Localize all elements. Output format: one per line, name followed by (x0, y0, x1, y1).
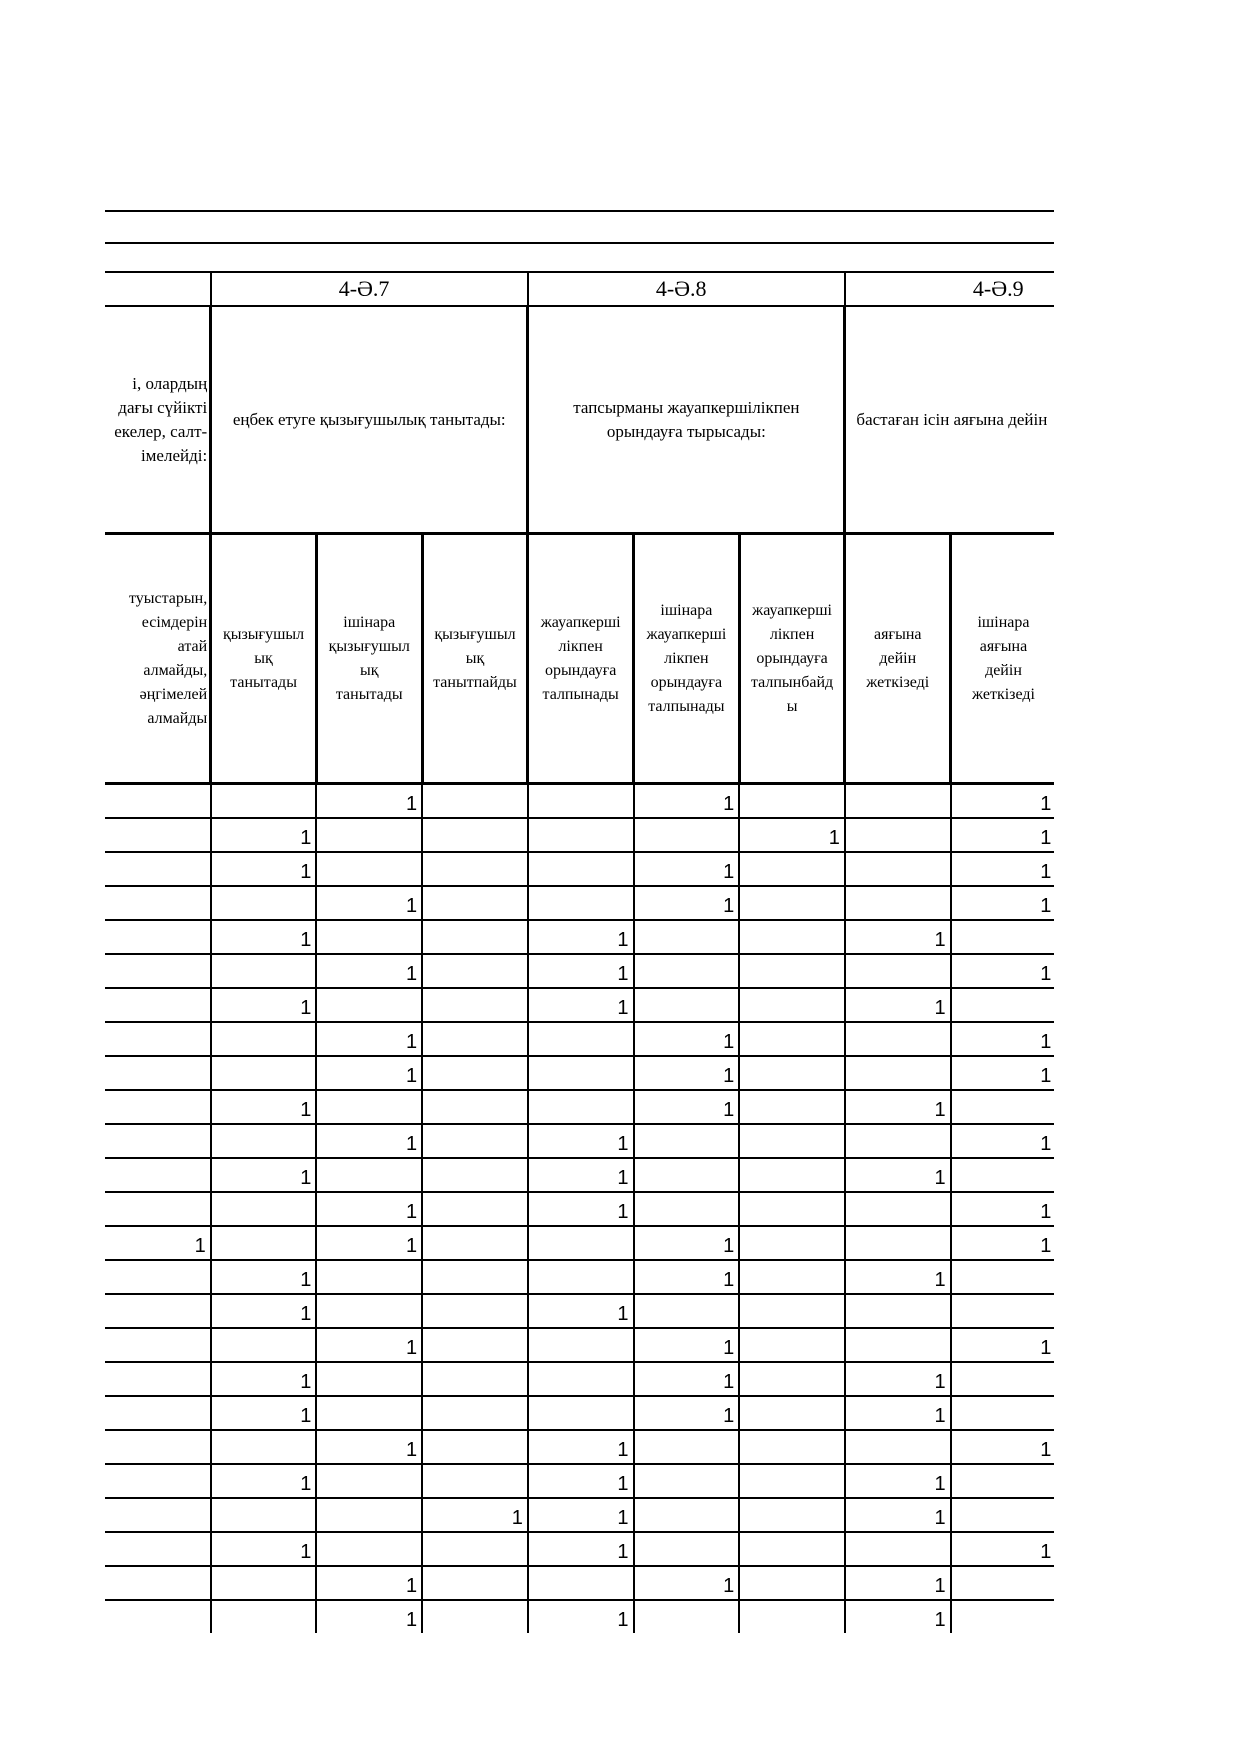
table-cell (105, 1022, 211, 1056)
table-cell (634, 988, 740, 1022)
table-cell (528, 1056, 634, 1090)
table-cell (528, 818, 634, 852)
table-cell (634, 1464, 740, 1498)
table-cell (105, 1056, 211, 1090)
table-cell: 1 (211, 818, 317, 852)
table-cell (634, 1294, 740, 1328)
table-cell (739, 1498, 845, 1532)
table-cell: 1 (845, 1090, 951, 1124)
sub-header-row (105, 534, 1054, 784)
table-cell (316, 852, 422, 886)
table-cell (211, 1498, 317, 1532)
table-row (105, 1158, 1054, 1192)
table-cell (634, 1498, 740, 1532)
table-cell: 1 (951, 1532, 1054, 1566)
table-cell (105, 1532, 211, 1566)
table-cell: 1 (634, 1328, 740, 1362)
table-cell: 1 (528, 1192, 634, 1226)
table-row (105, 1226, 1054, 1260)
table-cell (422, 1124, 528, 1158)
table-row (105, 1464, 1054, 1498)
table-cell (211, 1192, 317, 1226)
table-row (105, 1328, 1054, 1362)
table-cell (634, 1192, 740, 1226)
sub-header-label: қызығушыл ық танытады (222, 625, 305, 691)
table-cell (528, 1396, 634, 1430)
table-cell (422, 1328, 528, 1362)
table-cell: 1 (211, 852, 317, 886)
table-cell (634, 920, 740, 954)
table-row (105, 1090, 1054, 1124)
table-cell: 1 (316, 1192, 422, 1226)
table-cell (739, 954, 845, 988)
table-cell: 1 (634, 1396, 740, 1430)
table-cell (845, 818, 951, 852)
table-cell (105, 1260, 211, 1294)
table-cell (316, 1158, 422, 1192)
group-description: тапсырманы жауапкершілікпен орындауға тырысады: (528, 306, 845, 534)
table-cell: 1 (211, 920, 317, 954)
table-cell (845, 852, 951, 886)
table-cell: 1 (739, 818, 845, 852)
table-cell (739, 988, 845, 1022)
table-cell (211, 1056, 317, 1090)
table-cell (422, 852, 528, 886)
table-cell: 1 (316, 954, 422, 988)
table-cell (211, 1226, 317, 1260)
table-cell (105, 920, 211, 954)
table-cell (211, 1328, 317, 1362)
table-cell (845, 1192, 951, 1226)
table-cell (528, 1090, 634, 1124)
table-cell (422, 1090, 528, 1124)
sub-header-label: туыстарын, есімдерін атай алмайды, әңгімелей алмайды (128, 589, 208, 727)
table-cell (845, 1022, 951, 1056)
table-cell: 1 (316, 886, 422, 920)
table-cell (739, 1090, 845, 1124)
table-cell (105, 1430, 211, 1464)
table-cell (422, 988, 528, 1022)
table-cell (211, 1600, 317, 1633)
table-cell (951, 1260, 1054, 1294)
sub-header-cell (845, 534, 951, 784)
table-cell: 1 (316, 1022, 422, 1056)
table-cell (422, 1396, 528, 1430)
table-cell (739, 1396, 845, 1430)
sub-header-cell (634, 534, 740, 784)
table-cell (634, 1124, 740, 1158)
table-cell (105, 1294, 211, 1328)
table-row (105, 784, 1054, 819)
table-cell (951, 1566, 1054, 1600)
table-cell: 1 (845, 920, 951, 954)
table-row (105, 1056, 1054, 1090)
table-cell: 1 (951, 818, 1054, 852)
table-cell (422, 1226, 528, 1260)
table-cell: 1 (528, 1464, 634, 1498)
sub-header-label: аяғына дейін жеткізеді (866, 625, 930, 691)
table-cell: 1 (951, 1430, 1054, 1464)
sub-header-cell (211, 534, 317, 784)
table-cell (634, 1600, 740, 1633)
table-row (105, 852, 1054, 886)
table-cell: 1 (634, 1226, 740, 1260)
table-cell: 1 (951, 1022, 1054, 1056)
table-cell: 1 (211, 1532, 317, 1566)
table-cell (422, 954, 528, 988)
assessment-table (105, 271, 1054, 1633)
sub-header-cell (105, 534, 211, 784)
sub-header-cell (739, 534, 845, 784)
table-cell (739, 1600, 845, 1633)
table-cell (634, 1158, 740, 1192)
table-cell: 1 (634, 1090, 740, 1124)
table-cell: 1 (528, 954, 634, 988)
table-cell (316, 1090, 422, 1124)
table-cell (951, 1158, 1054, 1192)
table-cell (739, 920, 845, 954)
sub-header-label: ішінара аяғына дейін жеткізеді (972, 613, 1035, 703)
table-cell (845, 1226, 951, 1260)
table-row (105, 1600, 1054, 1633)
table-cell (211, 1022, 317, 1056)
table-cell (105, 1192, 211, 1226)
table-cell (105, 954, 211, 988)
table-cell (422, 818, 528, 852)
table-cell (422, 1192, 528, 1226)
table-cell: 1 (316, 1328, 422, 1362)
code-row (105, 272, 1054, 306)
table-cell (105, 1124, 211, 1158)
table-cell (739, 1532, 845, 1566)
spreadsheet (105, 271, 1054, 1633)
table-row (105, 818, 1054, 852)
second-rule (105, 242, 1054, 244)
table-cell (316, 988, 422, 1022)
sub-header-cell (316, 534, 422, 784)
table-cell: 1 (422, 1498, 528, 1532)
table-cell: 1 (845, 1600, 951, 1633)
table-cell (528, 784, 634, 819)
table-cell: 1 (316, 1430, 422, 1464)
table-row (105, 1124, 1054, 1158)
code-cell-4-a8 (528, 272, 845, 306)
table-cell (739, 1294, 845, 1328)
code-cell-4-a7 (211, 272, 528, 306)
table-cell (422, 1430, 528, 1464)
table-cell (739, 1464, 845, 1498)
table-cell (105, 886, 211, 920)
table-cell: 1 (211, 1362, 317, 1396)
table-cell (422, 1158, 528, 1192)
table-cell (739, 1260, 845, 1294)
table-row (105, 1566, 1054, 1600)
table-cell (951, 1362, 1054, 1396)
table-cell: 1 (845, 1498, 951, 1532)
table-cell (951, 1090, 1054, 1124)
table-row (105, 1362, 1054, 1396)
table-cell: 1 (528, 988, 634, 1022)
table-cell (316, 920, 422, 954)
table-cell: 1 (951, 1056, 1054, 1090)
description-row (105, 306, 1054, 534)
table-cell (211, 954, 317, 988)
table-cell (528, 852, 634, 886)
table-cell (528, 1260, 634, 1294)
sub-header-cell (422, 534, 528, 784)
table-cell: 1 (211, 1158, 317, 1192)
sub-header-label: ішінара қызығушыл ық танытады (328, 613, 410, 703)
table-cell (845, 1430, 951, 1464)
table-cell: 1 (845, 988, 951, 1022)
table-cell (739, 1192, 845, 1226)
table-cell: 1 (211, 1090, 317, 1124)
group-description: еңбек етуге қызығушылық танытады: (211, 306, 528, 534)
table-cell: 1 (845, 1566, 951, 1600)
table-cell (316, 1532, 422, 1566)
table-row (105, 1532, 1054, 1566)
table-cell: 1 (316, 1566, 422, 1600)
table-row (105, 1396, 1054, 1430)
table-cell (422, 784, 528, 819)
table-cell (951, 920, 1054, 954)
table-cell (845, 1056, 951, 1090)
table-cell (845, 1124, 951, 1158)
table-row (105, 1022, 1054, 1056)
table-cell: 1 (316, 1124, 422, 1158)
table-cell: 1 (211, 1294, 317, 1328)
table-cell (105, 1090, 211, 1124)
table-cell (422, 920, 528, 954)
table-cell: 1 (951, 1226, 1054, 1260)
code-cell-blank (105, 272, 211, 306)
table-cell: 1 (845, 1362, 951, 1396)
table-cell (422, 886, 528, 920)
table-cell (422, 1362, 528, 1396)
table-cell (739, 1022, 845, 1056)
table-cell: 1 (951, 852, 1054, 886)
table-cell (105, 1396, 211, 1430)
table-cell: 1 (105, 1226, 211, 1260)
table-cell: 1 (211, 1396, 317, 1430)
table-row (105, 988, 1054, 1022)
table-cell (845, 1328, 951, 1362)
table-cell: 1 (951, 1124, 1054, 1158)
table-cell (105, 852, 211, 886)
table-cell: 1 (634, 1022, 740, 1056)
table-cell (105, 818, 211, 852)
table-cell (739, 1328, 845, 1362)
table-cell: 1 (528, 1430, 634, 1464)
table-cell (739, 1362, 845, 1396)
table-cell: 1 (528, 1532, 634, 1566)
table-cell (634, 1430, 740, 1464)
table-cell (951, 988, 1054, 1022)
table-cell (845, 954, 951, 988)
table-cell: 1 (634, 784, 740, 819)
sub-header-cell (528, 534, 634, 784)
table-cell: 1 (951, 1328, 1054, 1362)
sub-header-label: қызығушыл ық танытпайды (433, 625, 517, 691)
table-cell (845, 1532, 951, 1566)
table-cell (211, 1430, 317, 1464)
table-cell: 1 (951, 1192, 1054, 1226)
table-cell (316, 1260, 422, 1294)
table-cell (316, 1294, 422, 1328)
table-cell (528, 1328, 634, 1362)
table-cell (422, 1600, 528, 1633)
table-cell: 1 (316, 1056, 422, 1090)
table-cell (316, 818, 422, 852)
table-cell: 1 (634, 1566, 740, 1600)
table-cell (845, 1294, 951, 1328)
table-cell: 1 (634, 1362, 740, 1396)
table-cell: 1 (316, 784, 422, 819)
table-cell: 1 (528, 1294, 634, 1328)
table-cell (951, 1294, 1054, 1328)
table-row (105, 954, 1054, 988)
table-cell: 1 (211, 988, 317, 1022)
table-cell: 1 (528, 1498, 634, 1532)
table-cell (422, 1294, 528, 1328)
table-cell (105, 1464, 211, 1498)
first-col-description: і, олардың дағы сүйікті екелер, салт- імелейді: (105, 306, 211, 534)
table-cell (739, 1158, 845, 1192)
table-cell (422, 1464, 528, 1498)
table-cell: 1 (634, 852, 740, 886)
table-cell: 1 (316, 1226, 422, 1260)
table-cell: 1 (845, 1260, 951, 1294)
table-cell (105, 988, 211, 1022)
table-row (105, 1260, 1054, 1294)
table-cell: 1 (211, 1260, 317, 1294)
table-cell (105, 1600, 211, 1633)
table-cell (951, 1498, 1054, 1532)
table-cell: 1 (634, 1260, 740, 1294)
table-cell (105, 1328, 211, 1362)
table-cell: 1 (845, 1464, 951, 1498)
table-row (105, 1192, 1054, 1226)
table-row (105, 1294, 1054, 1328)
table-cell (422, 1056, 528, 1090)
table-cell (634, 818, 740, 852)
table-cell (739, 1430, 845, 1464)
table-cell (316, 1498, 422, 1532)
table-cell: 1 (634, 1056, 740, 1090)
table-cell (211, 1566, 317, 1600)
sub-header-cell (951, 534, 1054, 784)
table-cell (528, 886, 634, 920)
table-cell: 1 (211, 1464, 317, 1498)
table-cell (739, 852, 845, 886)
table-cell (528, 1022, 634, 1056)
table-row (105, 1430, 1054, 1464)
table-cell (739, 1226, 845, 1260)
table-cell (528, 1226, 634, 1260)
table-cell: 1 (951, 784, 1054, 819)
column-code: 4-Ә.9 (972, 276, 1024, 301)
top-rule (105, 210, 1054, 212)
table-cell (951, 1464, 1054, 1498)
table-cell (528, 1566, 634, 1600)
table-cell: 1 (845, 1396, 951, 1430)
table-row (105, 1498, 1054, 1532)
table-cell (739, 784, 845, 819)
table-cell (316, 1464, 422, 1498)
table-cell (105, 1362, 211, 1396)
sub-header-label: ішінара жауапкерші лікпен орындауға талпынады (646, 601, 727, 715)
table-cell (105, 1498, 211, 1532)
table-cell (739, 886, 845, 920)
sub-header-label: жауапкерші лікпен орындауға талпынады (540, 613, 621, 703)
table-cell (105, 784, 211, 819)
table-cell: 1 (528, 1124, 634, 1158)
table-cell (211, 1124, 317, 1158)
table-cell (422, 1566, 528, 1600)
table-cell (739, 1124, 845, 1158)
sub-header-label: жауапкерші лікпен орындауға талпынбайд ы (750, 601, 834, 715)
table-cell: 1 (528, 1600, 634, 1633)
column-code: 4-Ә.8 (655, 276, 707, 301)
table-cell (422, 1022, 528, 1056)
group-description: бастаған ісін аяғына дейін (845, 306, 1054, 534)
code-cell-4-a9 (845, 272, 1054, 306)
table-cell (951, 1600, 1054, 1633)
table-row (105, 920, 1054, 954)
table-row (105, 886, 1054, 920)
table-cell (316, 1396, 422, 1430)
table-cell: 1 (528, 1158, 634, 1192)
column-code: 4-Ә.7 (338, 276, 390, 301)
table-cell (211, 886, 317, 920)
table-cell (105, 1158, 211, 1192)
table-cell (845, 886, 951, 920)
table-cell (422, 1260, 528, 1294)
table-cell: 1 (845, 1158, 951, 1192)
table-cell (422, 1532, 528, 1566)
table-cell: 1 (951, 954, 1054, 988)
table-cell: 1 (316, 1600, 422, 1633)
table-cell (211, 784, 317, 819)
table-cell (739, 1056, 845, 1090)
table-cell (634, 1532, 740, 1566)
table-cell (316, 1362, 422, 1396)
table-cell: 1 (528, 920, 634, 954)
table-cell (528, 1362, 634, 1396)
table-cell: 1 (951, 886, 1054, 920)
table-cell (845, 784, 951, 819)
table-cell: 1 (634, 886, 740, 920)
table-cell (105, 1566, 211, 1600)
table-cell (951, 1396, 1054, 1430)
table-cell (739, 1566, 845, 1600)
table-cell (634, 954, 740, 988)
